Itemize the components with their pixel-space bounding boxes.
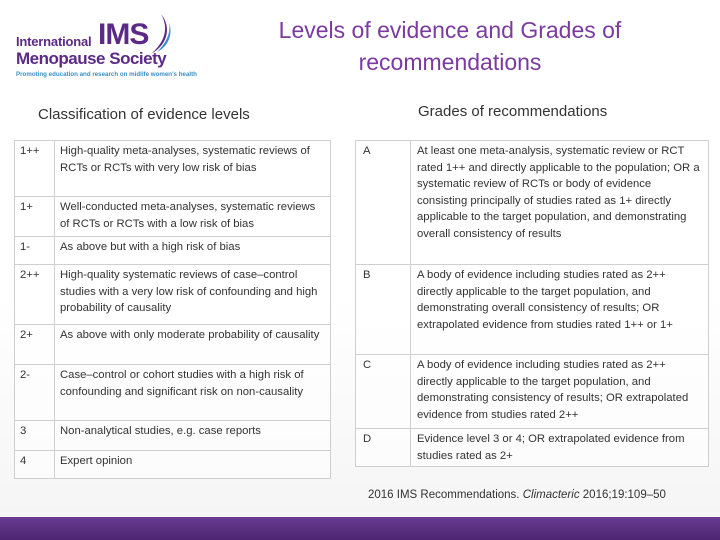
desc-cell: Non-analytical studies, e.g. case reports bbox=[55, 421, 331, 451]
desc-cell: Expert opinion bbox=[55, 451, 331, 479]
evidence-levels-table bbox=[14, 140, 331, 479]
level-cell: 1- bbox=[15, 237, 55, 265]
citation bbox=[368, 489, 666, 501]
level-cell: 2++ bbox=[15, 265, 55, 325]
level-cell: 1+ bbox=[15, 197, 55, 237]
desc-cell: A body of evidence including studies rated as 2++ directly applicable to the target population, and demonstrating consistency of results; OR extrapolated evidence from studies rated 2++ bbox=[411, 355, 709, 429]
desc-cell: High-quality systematic reviews of case–control studies with a very low risk of confounding and high probability of causality bbox=[55, 265, 331, 325]
desc-cell: Well-conducted meta-analyses, systematic reviews of RCTs or RCTs with a low risk of bias bbox=[55, 197, 331, 237]
citation-journal: Climacteric bbox=[522, 489, 580, 501]
logo-line1: International bbox=[16, 34, 92, 49]
desc-cell: As above with only moderate probability of causality bbox=[55, 325, 331, 365]
table-row bbox=[15, 451, 331, 479]
citation-prefix: 2016 IMS Recommendations. bbox=[368, 489, 523, 501]
grade-cell: C bbox=[356, 355, 411, 429]
level-cell: 1++ bbox=[15, 141, 55, 197]
bottom-bar bbox=[0, 517, 720, 540]
grade-cell: A bbox=[356, 141, 411, 265]
grades-table bbox=[355, 140, 709, 467]
desc-cell: A body of evidence including studies rated as 2++ directly applicable to the target population, and demonstrating overall consistency of results; OR extrapolated evidence from studies rated 1++ or 1+ bbox=[411, 265, 709, 355]
desc-cell: As above but with a high risk of bias bbox=[55, 237, 331, 265]
level-cell: 4 bbox=[15, 451, 55, 479]
table-row bbox=[15, 237, 331, 265]
desc-cell: High-quality meta-analyses, systematic reviews of RCTs or RCTs with very low risk of bias bbox=[55, 141, 331, 197]
grade-cell: D bbox=[356, 429, 411, 467]
level-cell: 3 bbox=[15, 421, 55, 451]
table-row bbox=[15, 421, 331, 451]
desc-cell: Evidence level 3 or 4; OR extrapolated evidence from studies rated as 2+ bbox=[411, 429, 709, 467]
table-row bbox=[356, 429, 709, 467]
level-cell: 2+ bbox=[15, 325, 55, 365]
table-row bbox=[15, 197, 331, 237]
page-title: Levels of evidence and Grades of recommendations bbox=[278, 17, 622, 75]
desc-cell: Case–control or cohort studies with a high risk of confounding and significant risk on non-causality bbox=[55, 365, 331, 421]
table-row bbox=[356, 265, 709, 355]
logo-brand: IMS bbox=[98, 18, 149, 51]
desc-cell: At least one meta-analysis, systematic review or RCT rated 1++ and directly applicable to the population; OR a systematic review of RCTs or body of evidence consisting principally of studies rated as 1+ directly applicable to the target population, and demonstrating overall consistency of results bbox=[411, 141, 709, 265]
ims-logo bbox=[8, 8, 197, 78]
right-heading: Grades of recommendations bbox=[418, 103, 608, 120]
grade-cell: B bbox=[356, 265, 411, 355]
level-cell: 2- bbox=[15, 365, 55, 421]
table-row bbox=[356, 355, 709, 429]
table-row bbox=[15, 265, 331, 325]
logo-tagline: Promoting education and research on midlife women's health bbox=[16, 71, 197, 78]
citation-suffix: 2016;19:109–50 bbox=[579, 489, 666, 501]
table-row bbox=[15, 141, 331, 197]
table-row bbox=[15, 365, 331, 421]
left-heading: Classification of evidence levels bbox=[38, 106, 250, 123]
table-row bbox=[15, 325, 331, 365]
logo-line2: Menopause Society bbox=[16, 49, 167, 68]
table-row bbox=[356, 141, 709, 265]
